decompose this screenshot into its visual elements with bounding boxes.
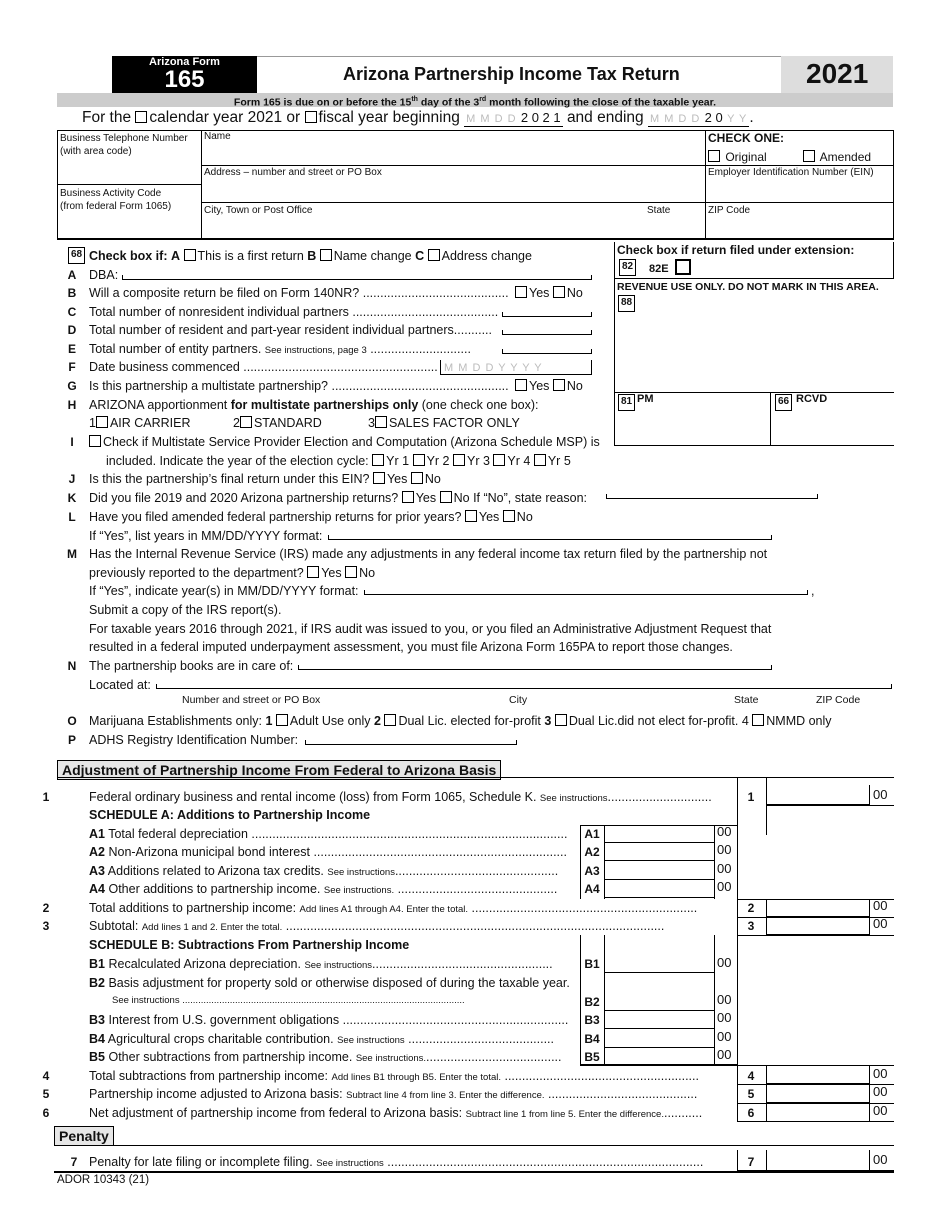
amended-years-field[interactable]	[328, 535, 772, 540]
yr5-checkbox[interactable]	[534, 454, 546, 466]
adjustment-section-title: Adjustment of Partnership Income From Federal to Arizona Basis	[57, 760, 501, 780]
zip-label: ZIP Code	[708, 205, 751, 216]
prior-returns-no-checkbox[interactable]	[440, 491, 452, 503]
line-b2-amount[interactable]	[605, 993, 714, 1011]
check-one-label: CHECK ONE:	[708, 131, 785, 145]
line-a4-label: A4 Other additions to partnership income. See instructions. ..............................................	[89, 882, 558, 896]
composite-yes-checkbox[interactable]	[515, 286, 527, 298]
line-b5-amount[interactable]	[605, 1048, 714, 1065]
adult-use-checkbox[interactable]	[276, 714, 288, 726]
line-m-label: Has the Internal Revenue Service (IRS) made any adjustments in any federal income tax return filed by the partnership not	[89, 547, 768, 561]
form-number-block	[112, 56, 257, 93]
pm-label: PM	[637, 393, 654, 405]
line-b5-label: B5 Other subtractions from partnership income. See instructions........................................	[89, 1050, 562, 1064]
dual-nonprofit-checkbox[interactable]	[555, 714, 567, 726]
schedule-b-title: SCHEDULE B: Subtractions From Partnership Income	[89, 938, 410, 952]
irs-report-note: Submit a copy of the IRS report(s).	[89, 603, 282, 617]
box-88: 88	[618, 295, 635, 312]
phone-label: Business Telephone Number (with area code)	[60, 133, 188, 157]
ein-field[interactable]	[706, 180, 893, 201]
composite-no-checkbox[interactable]	[553, 286, 565, 298]
line-a3-label: A3 Additions related to Arizona tax credits. See instructions...............................................	[89, 864, 559, 878]
line-m-years-label: If “Yes”, indicate year(s) in MM/DD/YYYY format:	[89, 584, 359, 598]
line-1-label: Federal ordinary business and rental income (loss) from Form 1065, Schedule K. See instructions..............................	[89, 790, 712, 804]
line-a1-amount[interactable]	[605, 825, 714, 843]
amended-checkbox[interactable]	[803, 150, 815, 162]
penalty-section-title: Penalty	[54, 1126, 114, 1146]
name-label: Name	[204, 131, 231, 142]
books-care-of-field[interactable]	[298, 665, 772, 670]
standard-checkbox[interactable]	[240, 416, 252, 428]
line-5-label: Partnership income adjusted to Arizona basis: Subtract line 4 from line 3. Enter the difference. ...........................................	[89, 1087, 698, 1101]
line-a1-label: A1 Total federal depreciation ...........................................................................................	[89, 827, 568, 841]
first-return-checkbox[interactable]	[184, 249, 196, 261]
name-change-checkbox[interactable]	[320, 249, 332, 261]
line-l-years-label: If “Yes”, list years in MM/DD/YYYY format:	[89, 529, 323, 543]
line-b2-label: B2 Basis adjustment for property sold or otherwise disposed of during the taxable year.	[89, 976, 570, 990]
line-1-amount[interactable]	[767, 786, 869, 805]
reason-field[interactable]	[606, 494, 818, 499]
line-b4-label: B4 Agricultural crops charitable contribution. See instructions ..........................................	[89, 1032, 555, 1046]
amended-fed-no-checkbox[interactable]	[503, 510, 515, 522]
msp-election-checkbox[interactable]	[89, 435, 101, 447]
form-title: Arizona Partnership Income Tax Return	[343, 64, 680, 84]
activity-code-label: Business Activity Code (from federal Form 1065)	[60, 188, 172, 212]
zip-field[interactable]	[706, 217, 893, 239]
box-68: 68	[68, 247, 85, 264]
line-n-label: The partnership books are in care of:	[89, 659, 294, 673]
check-box-if-line: Check box if: A This is a first return B Name change C Address change	[89, 249, 532, 263]
multistate-yes-checkbox[interactable]	[515, 379, 527, 391]
form-code: ADOR 10343 (21)	[57, 1174, 150, 1186]
period-line: For the calendar year 2021 or fiscal year beginning M M D D 2 0 2 1 and ending M M D D 2 0 Y Y .	[82, 109, 754, 126]
city-label: City, Town or Post Office	[204, 205, 313, 216]
line-6-amount[interactable]	[767, 1104, 869, 1121]
box-81: 81	[618, 394, 635, 411]
line-a3-amount[interactable]	[605, 862, 714, 880]
line-7-amount[interactable]	[767, 1151, 869, 1169]
yr2-checkbox[interactable]	[413, 454, 425, 466]
line-6-label: Net adjustment of partnership income from federal to Arizona basis: Subtract line 1 from line 5. Enter the difference............	[89, 1106, 703, 1120]
form-label: Arizona Form	[149, 56, 220, 68]
irs-adjust-no-checkbox[interactable]	[345, 566, 357, 578]
calendar-year-checkbox[interactable]	[135, 111, 147, 123]
dba-label: DBA:	[89, 268, 119, 282]
schedule-a-title: SCHEDULE A: Additions to Partnership Income	[89, 808, 371, 822]
activity-code-field[interactable]	[58, 215, 200, 239]
line-a4-amount[interactable]	[605, 880, 714, 898]
prior-returns-yes-checkbox[interactable]	[402, 491, 414, 503]
line-e-label: Total number of entity partners. See instructions, page 3 .............................	[89, 342, 471, 356]
revenue-use-note: REVENUE USE ONLY. DO NOT MARK IN THIS AREA.	[617, 281, 879, 293]
air-carrier-checkbox[interactable]	[96, 416, 108, 428]
fiscal-end-date-field[interactable]: M M D D 2 0 Y Y	[649, 110, 748, 125]
line-b4-amount[interactable]	[605, 1030, 714, 1048]
box-82: 82	[619, 259, 636, 276]
fiscal-begin-date-field[interactable]: M M D D 2 0 2 1	[466, 110, 561, 125]
irs-adjust-yes-checkbox[interactable]	[307, 566, 319, 578]
nmmd-checkbox[interactable]	[752, 714, 764, 726]
dba-field[interactable]	[122, 275, 592, 280]
resident-partners-field[interactable]	[502, 330, 592, 335]
box-82e-label: 82E	[649, 263, 669, 275]
address-field[interactable]	[202, 180, 704, 201]
line-f-label: Date business commenced ........................................................	[89, 360, 438, 374]
line-5-amount[interactable]	[767, 1085, 869, 1103]
irs-years-field[interactable]	[364, 590, 808, 595]
line-h-label: ARIZONA apportionment for multistate partnerships only (one check one box):	[89, 398, 539, 412]
extension-title: Check box if return filed under extension:	[617, 243, 855, 257]
line-b-label: Will a composite return be filed on Form 140NR? ..........................................	[89, 286, 509, 300]
amended-fed-yes-checkbox[interactable]	[465, 510, 477, 522]
yr1-checkbox[interactable]	[372, 454, 384, 466]
line-3-amount[interactable]	[767, 917, 869, 935]
located-at-field[interactable]	[156, 684, 892, 689]
nonresident-partners-field[interactable]	[502, 312, 592, 317]
line-b1-amount[interactable]	[605, 955, 714, 973]
line-b3-amount[interactable]	[605, 1011, 714, 1029]
extension-checkbox[interactable]	[675, 259, 691, 275]
line-b3-label: B3 Interest from U.S. government obligations .................................................................	[89, 1013, 569, 1027]
city-field[interactable]	[202, 217, 642, 239]
fiscal-year-checkbox[interactable]	[305, 111, 317, 123]
yr3-checkbox[interactable]	[453, 454, 465, 466]
name-field[interactable]	[202, 143, 704, 164]
located-at-label: Located at:	[89, 678, 151, 692]
line-c-label: Total number of nonresident individual partners ..........................................	[89, 305, 499, 319]
phone-field[interactable]	[58, 158, 200, 183]
box-66: 66	[775, 394, 792, 411]
entity-partners-field[interactable]	[502, 349, 592, 354]
sales-factor-checkbox[interactable]	[375, 416, 387, 428]
yr4-checkbox[interactable]	[493, 454, 505, 466]
revenue-area	[614, 279, 894, 446]
adhs-id-field[interactable]	[305, 740, 517, 745]
multistate-no-checkbox[interactable]	[553, 379, 565, 391]
line-g-label: Is this partnership a multistate partnership? ...................................................	[89, 379, 509, 393]
line-7-label: Penalty for late filing or incomplete filing. See instructions ...........................................................................................	[89, 1155, 704, 1169]
line-4-label: Total subtractions from partnership income: Add lines B1 through B5. Enter the total. ........................................................	[89, 1069, 699, 1083]
due-banner: Form 165 is due on or before the 15th day of the 3rd month following the close of the taxable year.	[57, 93, 893, 107]
imputed-note-2: resulted in a federal imputed underpayment assessment, you must file Arizona Form 165PA to report those changes.	[89, 640, 733, 654]
adhs-label: ADHS Registry Identification Number:	[89, 733, 299, 747]
original-checkbox[interactable]	[708, 150, 720, 162]
line-4-amount[interactable]	[767, 1066, 869, 1084]
final-return-no-checkbox[interactable]	[411, 472, 423, 484]
final-return-yes-checkbox[interactable]	[373, 472, 385, 484]
line-a2-amount[interactable]	[605, 843, 714, 861]
tax-year: 2021	[806, 58, 869, 89]
ein-label: Employer Identification Number (EIN)	[708, 167, 874, 178]
state-label: State	[647, 205, 671, 216]
line-2-amount[interactable]	[767, 899, 869, 917]
rcvd-label: RCVD	[796, 393, 828, 405]
business-commenced-date-field[interactable]: M M D D Y Y Y Y	[440, 360, 592, 375]
line-b1-label: B1 Recalculated Arizona depreciation. See instructions....................................................	[89, 957, 553, 971]
address-label: Address – number and street or PO Box	[204, 167, 382, 178]
line-a2-label: A2 Non-Arizona municipal bond interest .........................................................................	[89, 845, 567, 859]
form-number: 165	[164, 66, 205, 93]
line-d-label: Total number of resident and part-year resident individual partners...........	[89, 323, 492, 337]
imputed-note-1: For taxable years 2016 through 2021, if IRS audit was issued to you, or you filed an Administrative Adjustment Request that	[89, 622, 772, 636]
dual-profit-checkbox[interactable]	[384, 714, 396, 726]
address-change-checkbox[interactable]	[428, 249, 440, 261]
line-3-label: Subtotal: Add lines 1 and 2. Enter the total. .............................................................................................................	[89, 919, 665, 933]
line-2-label: Total additions to partnership income: Add lines A1 through A4. Enter the total. .................................................................	[89, 901, 698, 915]
